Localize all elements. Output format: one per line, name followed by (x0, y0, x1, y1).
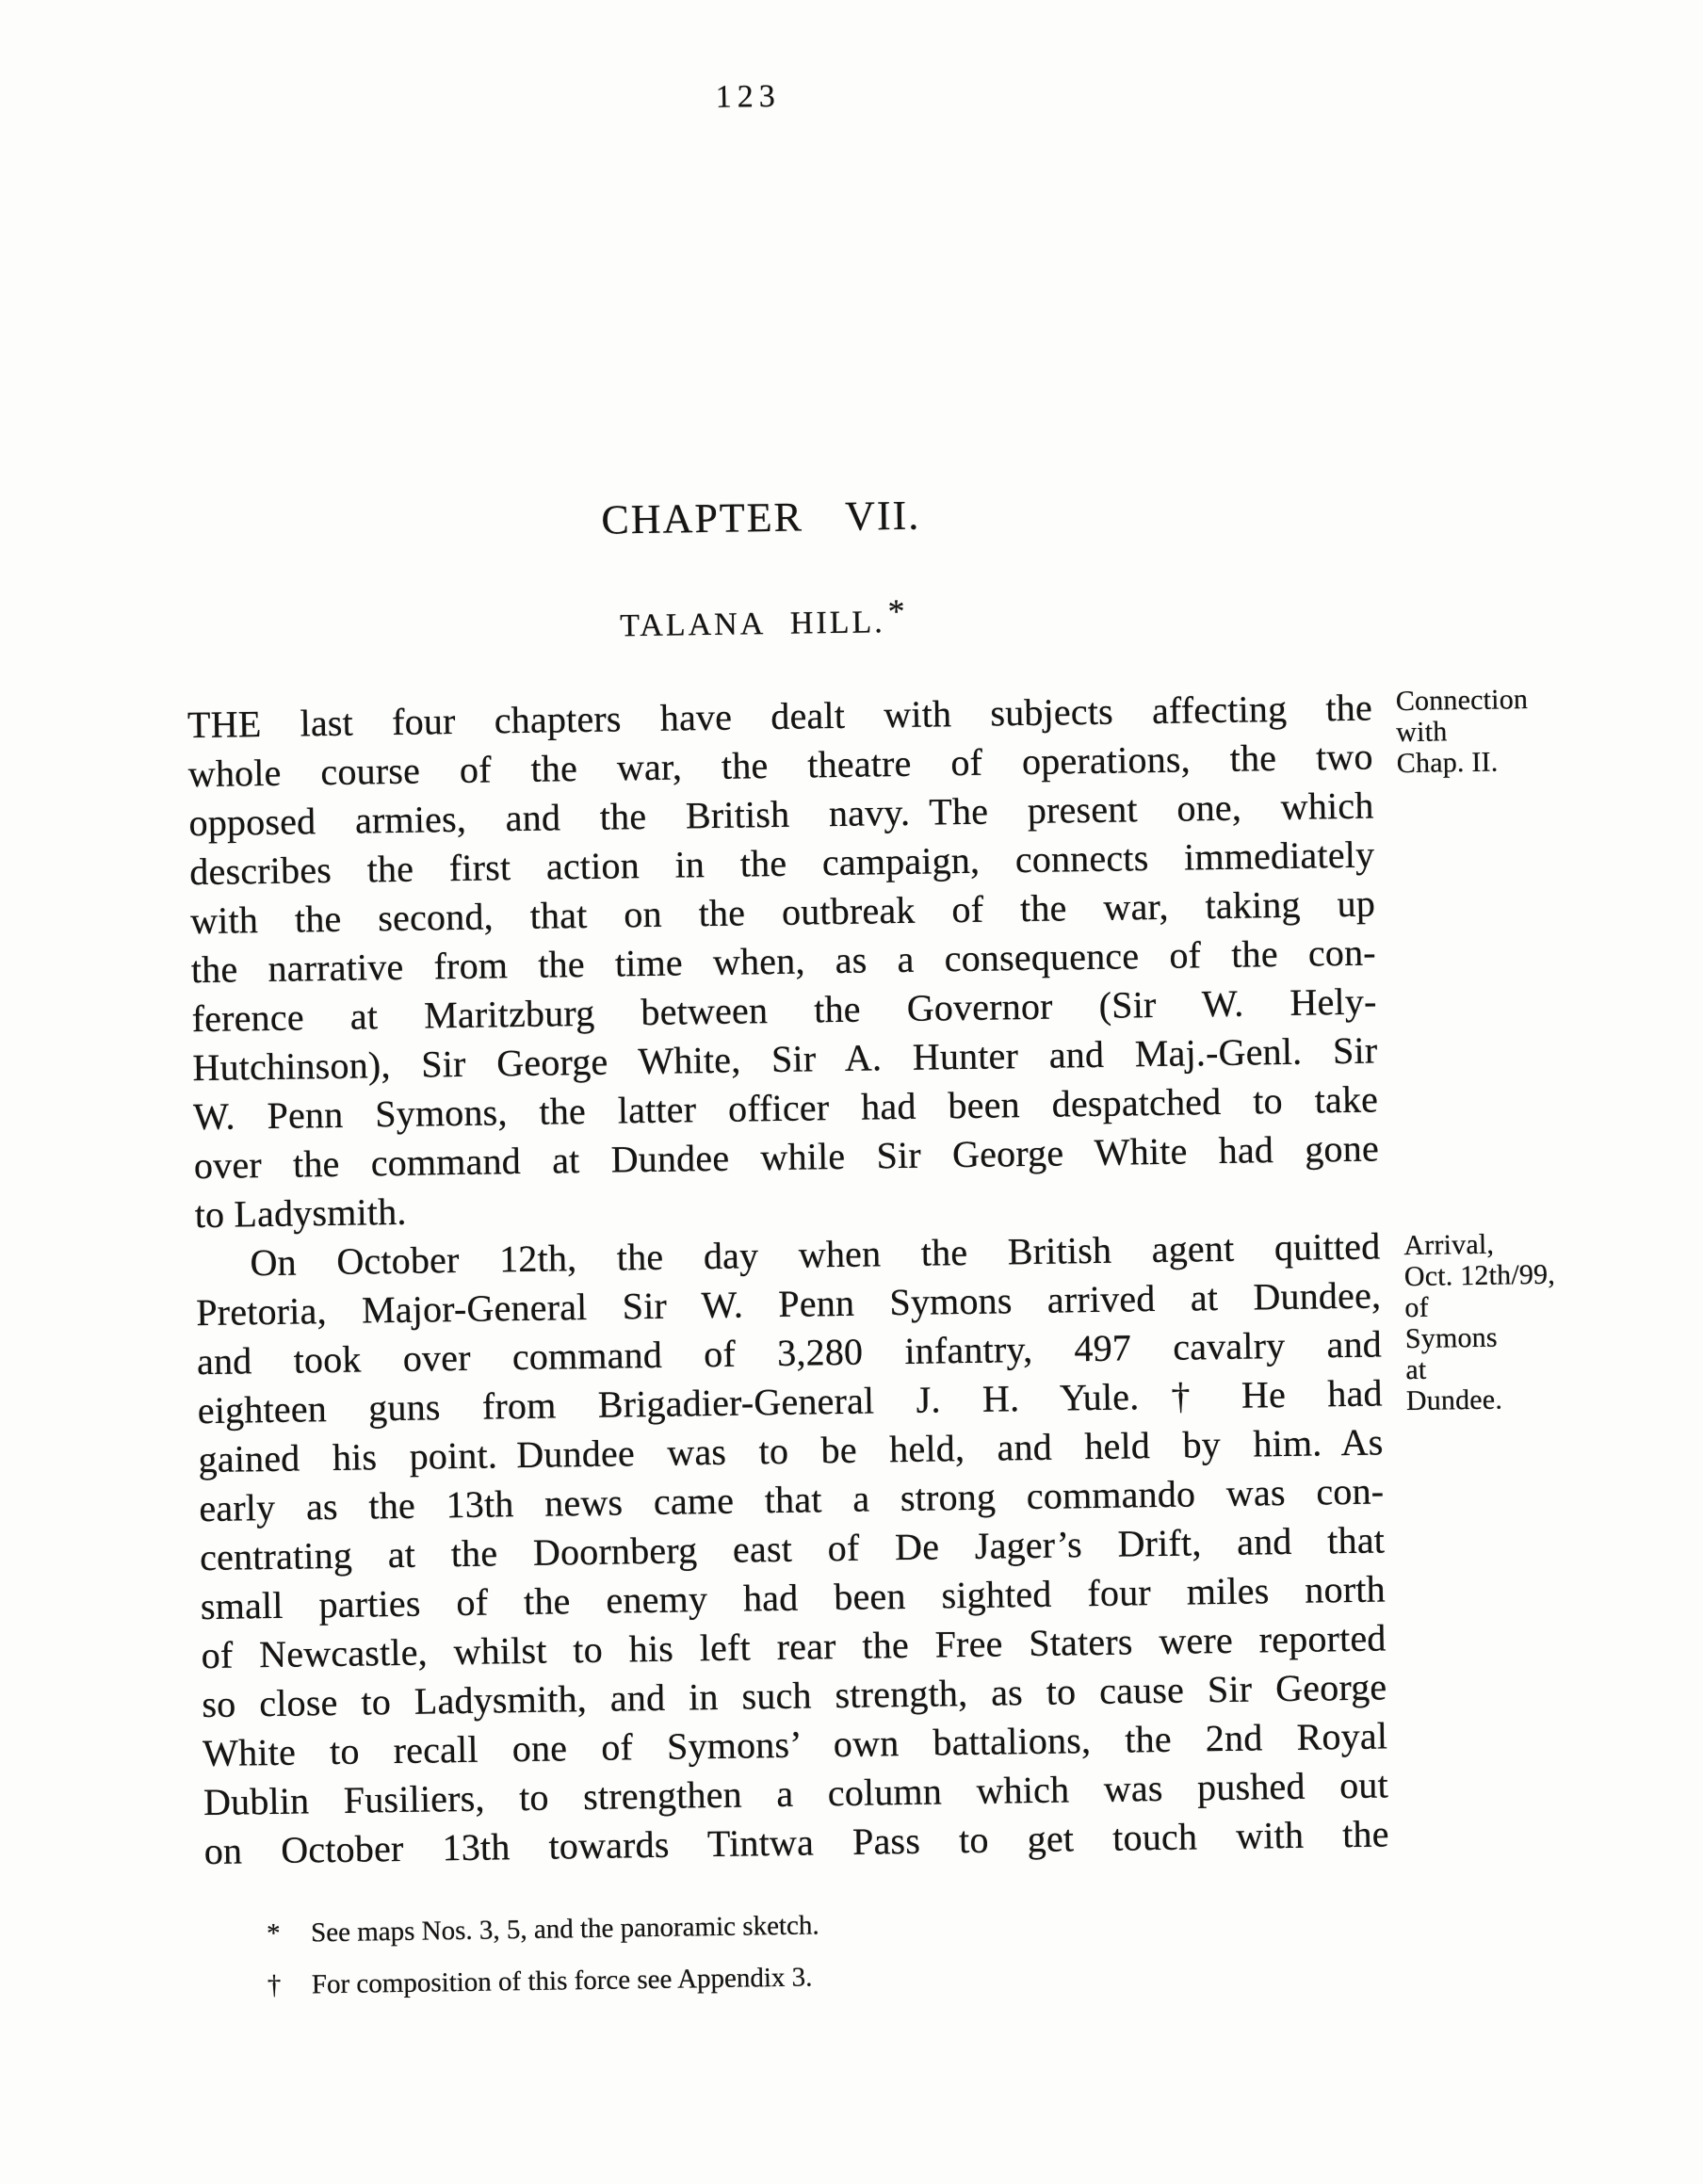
body-text-line: to Ladysmith. (194, 1189, 407, 1237)
body-text-line: W. Penn Symons, the latter officer had been despatched to take (192, 1077, 1379, 1139)
body-text-line: describes the first action in the campaign, connects immediately (189, 833, 1375, 894)
body-text-line: with the second, that on the outbreak of the war, taking up (189, 882, 1376, 943)
margin-note-line: with (1396, 716, 1448, 749)
body-text-line: whole course of the war, the theatre of operations, the two (187, 735, 1373, 796)
body-text-line: eighteen guns from Brigadier-General J. H. Yule.† He had (197, 1371, 1384, 1432)
margin-note-connection (1396, 682, 1679, 779)
margin-note-line: of (1404, 1291, 1429, 1324)
body-text-line: small parties of the enemy had been sighted four miles north (200, 1567, 1387, 1628)
body-text-line: On October 12th, the day when the British agent quitted (250, 1224, 1381, 1285)
page-number: 123 (715, 78, 781, 115)
body-text-line: over the command at Dundee while Sir George White had gone (193, 1126, 1380, 1188)
body-text-line: THE last four chapters have dealt with subjects affecting the (187, 686, 1373, 747)
margin-note-line: Chap. II. (1396, 746, 1499, 780)
chapter-heading: CHAPTER VII. (601, 492, 921, 543)
footnote-text: For composition of this force see Appendix 3. (311, 1962, 813, 2000)
footnote-item (267, 1901, 1378, 1950)
body-text-line: gained his point. Dundee was to be held, and held by him. As (198, 1420, 1384, 1481)
body-text-line: opposed armies, and the British navy. The present one, which (188, 784, 1374, 845)
body-text-line: ference at Maritzburg between the Governor (Sir W. Hely- (191, 979, 1377, 1041)
body-text-line: Hutchinson), Sir George White, Sir A. Hunter and Maj.-Genl. Sir (192, 1028, 1378, 1090)
body-text-line: and took over command of 3,280 infantry, 497 cavalry and (196, 1322, 1383, 1383)
footnote-text: See maps Nos. 3, 5, and the panoramic sketch. (310, 1910, 819, 1949)
footnote-item (268, 1953, 1379, 2002)
body-text-line: of Newcastle, whilst to his left rear the Free Staters were reported (201, 1616, 1387, 1677)
margin-note-line: Symons (1404, 1321, 1498, 1355)
footnotes (267, 1901, 1380, 2021)
margin-note-line: Connection (1395, 684, 1529, 718)
margin-note-line: Arrival, (1403, 1228, 1495, 1262)
body-text-line: Dublin Fusiliers, to strengthen a column which was pushed out (203, 1763, 1389, 1824)
footnote-marker: * (266, 1917, 281, 1949)
chapter-subtitle-text: TALANA HILL. (619, 605, 886, 644)
body-column (187, 684, 1389, 1877)
body-text-line: on October 13th towards Tintwa Pass to get touch with the (203, 1812, 1389, 1873)
chapter-subtitle (169, 591, 1355, 652)
body-text-line: White to recall one of Symons’ own battalions, the 2nd Royal (202, 1714, 1388, 1775)
footnote-marker: † (267, 1969, 282, 2001)
margin-note-line: Oct. 12th/99, (1403, 1258, 1556, 1293)
body-text-line: the narrative from the time when, as a consequence of the con- (190, 930, 1377, 992)
body-text-line: centrating at the Doornberg east of De Jager’s Drift, and that (199, 1518, 1386, 1579)
margin-note-line: at (1405, 1353, 1427, 1386)
body-text-line: early as the 13th news came that a strong commando was con- (199, 1469, 1385, 1530)
margin-note-arrival (1403, 1226, 1689, 1416)
body-text-line: so close to Ladysmith, and in such strength, as to cause Sir George (202, 1665, 1387, 1726)
body-text-line: Pretoria, Major-General Sir W. Penn Symons arrived at Dundee, (195, 1273, 1382, 1335)
margin-note-line: Dundee. (1405, 1383, 1503, 1417)
footnote-marker-asterisk: * (887, 591, 905, 631)
